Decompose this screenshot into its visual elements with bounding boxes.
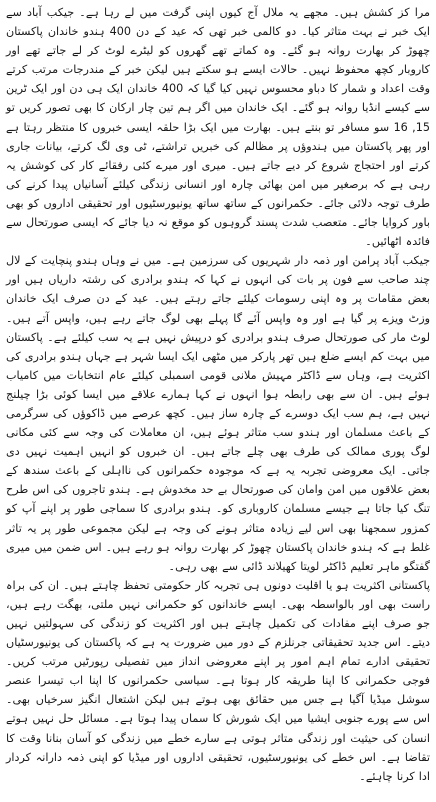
article-paragraph: مرا کز کشش ہیں۔ مجھے یہ ملال آج کیوں اپنی گرفت میں لے رہا ہے۔ جیکب آباد سے ایک خبر نے بہت متاثر کیا۔ دو کالمی خبر تھی کہ عید کے دن 400 ہندو خاندان پاکستان چھوڑ کر بھارت روانہ ہو گئے۔ وہ کماتے تھے گھروں کو لیٹرے لوٹ کر لے جاتے تھے اور کاروبار کچھ محفوظ نہیں۔ حالات ایسے ہو سکتے ہیں لیکن خبر کے مندرجات مرتب کرتے وقت اعداد و شمار کا دباو محسوس نہیں کیا گیا کہ 400 خاندان ایک ہی دن اور ایک ٹرین سے کیسے انڈیا روانہ ہو گئے۔ ایک خاندان میں اگر ہم تین چار ارکان کا بھی تصور کریں تو 15, 16 سو مسافر تو بنتے ہیں۔ بھارت میں ایک بڑا حلقہ ایسی خبروں کا منتظر رہتا ہے اور پھر پاکستان میں ہندوؤں پر مظالم کی خبریں تراشتے، ٹی وی لگ کرتے، بیانات جاری کرتے اور احتجاج شروع کر دیے جاتے ہیں۔ میری اور میرے کئی رفقائے کار کی کوشش یہ رہی ہے کہ برصغیر میں امن بھائی چارہ اور انسانی زندگی کیلئے آسانیاں پیدا کرنے کی طرف توجہ دلائی جائے۔ حکمرانوں کے ساتھ ساتھ یونیورسٹیوں اور تحقیقی اداروں کو بھی باور کروایا جائے۔ متعصب شدت پسند گروہوں کو موقع نہ دیا جائے کہ ایسی صورتحال سے فائدہ اٹھائیں۔ <box>6 6 431 249</box>
article-paragraph: جیکب آباد پرامن اور ذمہ دار شہریوں کی سرزمین ہے۔ میں نے وہاں ہندو پنچایت کے لال چند صاحب سے فون پر بات کی انہوں نے کہا کہ ہندو برادری کی رشتہ داریاں ہیں اور بعض مقامات پر وہ اپنی رسومات کیلئے جاتے رہتے ہیں۔ عید کے دن صرف ایک خاندان وزٹ ویزے پر گیا ہے اور وہ واپس آئے گا پہلے بھی لوگ جاتے رہے ہیں، واپس آتے ہیں۔ لوٹ مار کی صورتحال صرف ہندو برادری کو درپیش نہیں ہے یہ سب کیلئے ہے۔ پاکستان میں بہت کم ایسے ضلع ہیں تھر پارکر میں مٹھی ایک ایسا شہر ہے جہاں ہندو برادری کی اکثریت ہے، وہاں سے ڈاکٹر مہیش ملانی قومی اسمبلی کیلئے عام انتخابات میں کامیاب ہوئے ہیں۔ ان سے بھی رابطہ ہوا انہوں نے کہا ہمارے علاقے میں ایسا کوئی بڑا چیلنج نہیں ہے، ہم سب ایک دوسرے کے چارہ ساز ہیں۔ کچھ عرصے میں ڈاکوؤں کی سرگرمی کے باعث مسلمان اور ہندو سب متاثر ہوئے ہیں، ان معاملات کی وجہ سے کئی مکانی لوگ پوری ممالک کی طرف بھی چلے جاتے ہیں۔ ان خبروں کو انہیں اہمیت نہیں دی جاتی۔ ایک معروضی تجربہ یہ ہے کہ موجودہ حکمرانوں کی نااہلی کے باعث سندھ کے بعض علاقوں میں امن وامان کی صورتحال بے حد مخدوش ہے۔ ہندو تاجروں کی اس طرح تنگ کیا جاتا ہے جیسے مسلمان کاروباری کو۔ ہندو برادری کا سماجی طور پر اپنے آپ کو کمزور سمجھنا بھی اس لیے زیادہ متاثر ہونے کی وجہ ہے لیکن مجموعی طور پر یہ تاثر غلط ہے کہ ہندو خاندان پاکستان چھوڑ کر بھارت روانہ ہو رہے ہیں۔ اس ضمن میں میری گفتگو ماہر تعلیم ڈاکٹر لویتا کھیلاند ڈائی سے بھی رہی۔ <box>6 254 430 573</box>
article-paragraph: پاکستانی اکثریت ہو یا اقلیت دونوں ہی تجربہ کار حکومتی تحفظ چاہتے ہیں۔ ان کی براہ راست بھی اور بالواسطہ بھی۔ ایسے خاندانوں کو حکمرانی نہیں ملتی، بھگت رہے ہیں، جو صرف اپنے مفادات کی تکمیل چاہتے ہیں اور اکثریت کو زندگی کی سہولتیں نہیں دیتے۔ اس جدید تحقیقاتی جرنلزم کے دور میں ضرورت یہ ہے کہ پاکستان کی یونیورسٹیاں تحقیقی ادارے تمام اہم امور پر اپنے معروضی انداز میں تفصیلی رپورٹیں مرتب کریں۔ فوجی حکمرانی کا اپنا طریقہ کار ہوتا ہے۔ سیاسی حکمرانوں کا اپنا اب تیسرا عنصر سوشل میڈیا آگیا ہے جس میں حقائق بھی ہوتے ہیں لیکن اشتعال انگیز سرخیاں بھی۔ اس سے پورے جنوبی ایشیا میں ایک شورش کا سماں پیدا ہوتا ہے۔ مسائل حل نہیں ہوتے انسان کی حیثیت اور زندگی متاثر ہوتی ہے سارے خطے میں زندگی کو آسان بنانا وقت کا تقاضا ہے۔ اس خطے کی یونیورسٹیوں، تحقیقی اداروں اور میڈیا کو اپنی ذمہ دارانہ کردار ادا کرنا چاہئے۔ <box>6 578 430 783</box>
